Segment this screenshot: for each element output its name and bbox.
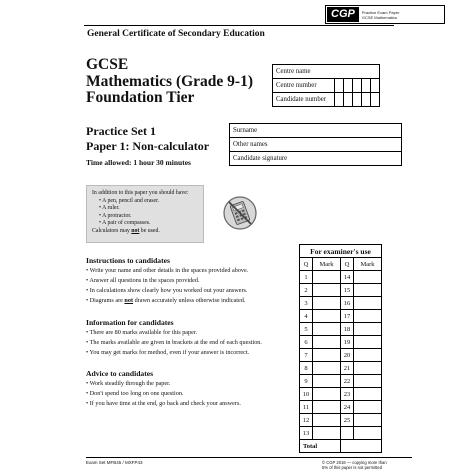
examiner-row [300, 297, 382, 310]
mark-cell[interactable] [313, 414, 341, 427]
question-number: 23 [341, 388, 354, 401]
mark-cell[interactable] [354, 349, 382, 362]
examiner-row [300, 388, 382, 401]
information-item: • There are 80 marks available for this paper. [86, 328, 262, 338]
examiner-use-table [299, 244, 382, 453]
candidate-number-box[interactable] [353, 93, 362, 107]
mark-header: Mark [354, 258, 382, 271]
candidate-number-box[interactable] [362, 93, 371, 107]
footer-copyright-1: © CGP 2016 — copying more than [322, 460, 387, 465]
instructions-list [86, 266, 248, 306]
question-number: 16 [341, 297, 354, 310]
advice-item: • Work steadily through the paper. [86, 379, 241, 389]
mark-cell[interactable] [354, 375, 382, 388]
q-header: Q [300, 258, 313, 271]
calc-note-post: be used. [139, 227, 160, 234]
mark-cell[interactable] [313, 375, 341, 388]
equipment-item: • A ruler. [99, 205, 198, 213]
header-rule [84, 25, 394, 26]
mark-cell[interactable] [313, 271, 341, 284]
cgp-tagline [362, 10, 400, 20]
paper-title [86, 57, 253, 107]
centre-name-field[interactable] [273, 65, 380, 79]
question-number: 19 [341, 336, 354, 349]
equipment-list [92, 198, 198, 228]
footer-copyright [322, 460, 387, 470]
mark-cell[interactable] [354, 336, 382, 349]
question-number: 14 [341, 271, 354, 284]
mark-cell[interactable] [313, 401, 341, 414]
equipment-item: • A protractor. [99, 213, 198, 221]
information-item: • You may get marks for method, even if your answer is incorrect. [86, 348, 262, 358]
mark-header: Mark [313, 258, 341, 271]
mark-cell[interactable] [313, 310, 341, 323]
question-number: 5 [300, 323, 313, 336]
question-number: 9 [300, 375, 313, 388]
mark-cell[interactable] [313, 323, 341, 336]
practice-set-heading [86, 124, 209, 154]
instructions-section [86, 256, 248, 306]
instruction-item: • In calculations show clearly how you worked out your answers. [86, 286, 248, 296]
equipment-item: • A pair of compasses. [99, 220, 198, 228]
mark-cell[interactable] [313, 388, 341, 401]
mark-cell[interactable] [354, 414, 382, 427]
footer-rule [86, 457, 412, 458]
other-names-label: Other names [233, 141, 268, 148]
advice-heading: Advice to candidates [86, 369, 154, 378]
centre-name-label: Centre name [276, 68, 311, 75]
footer-copyright-2: 5% of this paper is not permitted [322, 465, 383, 470]
examiner-row [300, 375, 382, 388]
question-number: 20 [341, 349, 354, 362]
information-list [86, 328, 262, 358]
time-allowed: Time allowed: 1 hour 30 minutes [86, 158, 191, 167]
surname-label: Surname [233, 127, 258, 134]
centre-number-box[interactable] [371, 79, 380, 93]
diagram-note-not: not [124, 297, 134, 304]
mark-cell[interactable] [354, 310, 382, 323]
question-number: 17 [341, 310, 354, 323]
diagram-note-post: drawn accurately unless otherwise indicated. [133, 297, 246, 304]
certificate-title: General Certificate of Secondary Education [87, 29, 265, 39]
mark-cell[interactable] [354, 401, 382, 414]
calc-note-pre: Calculators may [92, 227, 132, 234]
footer-exam-code: Exam Set MFB45 / MXFP43 [86, 460, 143, 465]
instruction-item: • Write your name and other details in the spaces provided above. [86, 266, 248, 276]
question-number: 15 [341, 284, 354, 297]
centre-number-box[interactable] [344, 79, 353, 93]
calculator-note [92, 228, 198, 236]
mark-cell[interactable] [313, 284, 341, 297]
cgp-tagline-2: GCSE Mathematics [361, 14, 397, 20]
title-line-1: GCSE [86, 56, 129, 73]
question-number: 12 [300, 414, 313, 427]
question-number: 11 [300, 401, 313, 414]
mark-cell[interactable] [313, 427, 341, 440]
mark-cell[interactable] [354, 271, 382, 284]
instructions-heading: Instructions to candidates [86, 256, 170, 265]
title-line-3: Foundation Tier [86, 89, 195, 106]
total-label: Total [300, 440, 341, 453]
candidate-number-label: Candidate number [273, 93, 335, 107]
question-number [341, 427, 354, 440]
examiner-total-row [300, 440, 382, 453]
question-number: 10 [300, 388, 313, 401]
examiner-row [300, 414, 382, 427]
mark-cell[interactable] [313, 297, 341, 310]
examiner-row [300, 362, 382, 375]
question-number: 24 [341, 401, 354, 414]
question-number: 25 [341, 414, 354, 427]
cgp-tagline-1: Practice Exam Paper [361, 9, 400, 15]
instruction-item [86, 296, 248, 306]
candidate-number-box[interactable] [335, 93, 344, 107]
question-number: 8 [300, 362, 313, 375]
cgp-logo: CGP [327, 7, 359, 22]
signature-label: Candidate signature [233, 155, 288, 162]
mark-cell[interactable] [354, 323, 382, 336]
centre-number-box[interactable] [353, 79, 362, 93]
question-number: 21 [341, 362, 354, 375]
examiner-row [300, 401, 382, 414]
examiner-rows [300, 271, 382, 453]
mark-cell[interactable] [313, 362, 341, 375]
centre-number-box[interactable] [335, 79, 344, 93]
information-heading: Information for candidates [86, 318, 174, 327]
candidate-details-table [229, 123, 402, 166]
examiner-row [300, 284, 382, 297]
no-calculator-icon [222, 195, 258, 231]
mark-cell [354, 427, 382, 440]
question-number: 6 [300, 336, 313, 349]
examiner-row [300, 336, 382, 349]
question-number: 22 [341, 375, 354, 388]
signature-field[interactable] [230, 152, 402, 166]
examiner-row [300, 427, 382, 440]
centre-number-box[interactable] [362, 79, 371, 93]
advice-item: • Don't spend too long on one question. [86, 389, 241, 399]
paper-label: Paper 1: Non-calculator [86, 139, 210, 153]
mark-cell[interactable] [354, 362, 382, 375]
mark-cell[interactable] [354, 284, 382, 297]
question-number: 18 [341, 323, 354, 336]
advice-item: • If you have time at the end, go back and check your answers. [86, 399, 241, 409]
mark-cell[interactable] [313, 349, 341, 362]
q-header: Q [341, 258, 354, 271]
question-number: 7 [300, 349, 313, 362]
question-number: 13 [300, 427, 313, 440]
calc-note-not: not [131, 227, 140, 234]
candidate-number-box[interactable] [371, 93, 380, 107]
cgp-logo-box [325, 5, 445, 24]
surname-field[interactable] [230, 124, 402, 138]
equipment-item: • A pen, pencil and eraser. [99, 198, 198, 206]
centre-number-label: Centre number [273, 79, 335, 93]
other-names-field[interactable] [230, 138, 402, 152]
mark-cell[interactable] [354, 297, 382, 310]
information-section [86, 318, 262, 358]
equipment-intro: In addition to this paper you should have: [92, 190, 189, 196]
advice-section [86, 369, 241, 409]
advice-list [86, 379, 241, 409]
examiner-row [300, 349, 382, 362]
instruction-item: • Answer all questions in the spaces provided. [86, 276, 248, 286]
total-mark-cell[interactable] [341, 440, 382, 453]
equipment-box [86, 185, 204, 243]
question-number: 4 [300, 310, 313, 323]
diagram-note-pre: Diagrams are [89, 297, 125, 304]
centre-details-table [272, 64, 380, 107]
title-line-2: Mathematics (Grade 9-1) [86, 72, 254, 90]
practice-set-label: Practice Set 1 [86, 124, 156, 138]
question-number: 2 [300, 284, 313, 297]
examiner-row [300, 310, 382, 323]
examiner-caption: For examiner's use [300, 245, 382, 258]
examiner-row [300, 323, 382, 336]
mark-cell[interactable] [354, 388, 382, 401]
examiner-row [300, 271, 382, 284]
question-number: 3 [300, 297, 313, 310]
candidate-number-box[interactable] [344, 93, 353, 107]
information-item: • The marks available are given in brackets at the end of each question. [86, 338, 262, 348]
mark-cell[interactable] [313, 336, 341, 349]
question-number: 1 [300, 271, 313, 284]
